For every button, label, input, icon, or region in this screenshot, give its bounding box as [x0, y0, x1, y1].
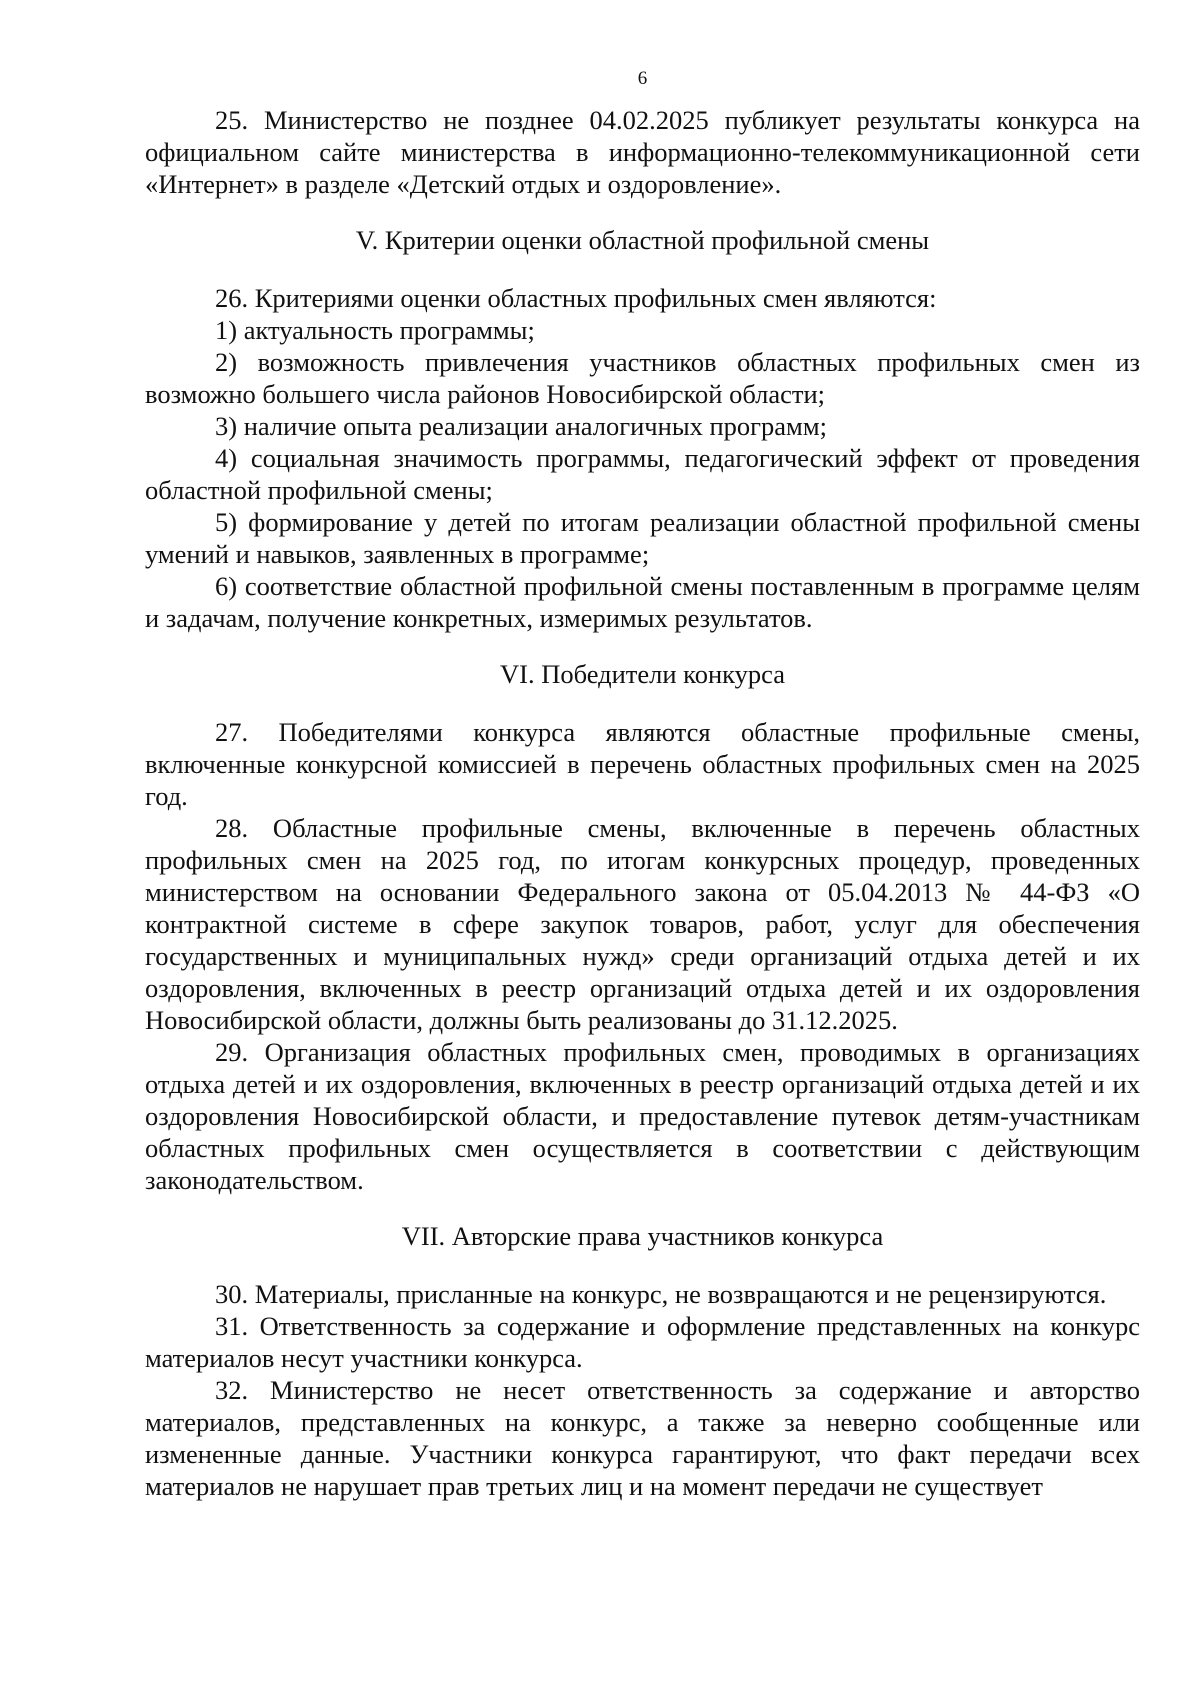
- paragraph-32: 32. Министерство не несет ответственность за содержание и авторство материалов, представленных на конкурс, а также за неверно сообщенные или измененные данные. Участники конкурса гарантируют, что факт передачи всех материалов не нарушает прав третьих лиц и на момент передачи не существует: [145, 1375, 1140, 1501]
- page-number: 6: [637, 68, 648, 89]
- criterion-2: 2) возможность привлечения участников областных профильных смен из возможно большего числа районов Новосибирской области;: [145, 347, 1140, 409]
- paragraph-30: 30. Материалы, присланные на конкурс, не возвращаются и не рецензируются.: [215, 1279, 1107, 1309]
- paragraph-31: 31. Ответственность за содержание и оформление представленных на конкурс материалов несут участники конкурса.: [145, 1311, 1140, 1373]
- criterion-1: 1) актуальность программы;: [215, 315, 535, 345]
- criterion-6: 6) соответствие областной профильной смены поставленным в программе целям и задачам, получение конкретных, измеримых результатов.: [145, 571, 1140, 633]
- paragraph-26: 26. Критериями оценки областных профильных смен являются:: [215, 283, 937, 313]
- section-heading-5: V. Критерии оценки областной профильной смены: [355, 225, 930, 255]
- criterion-3: 3) наличие опыта реализации аналогичных программ;: [215, 411, 827, 441]
- section-heading-7: VII. Авторские права участников конкурса: [401, 1221, 884, 1251]
- criterion-5: 5) формирование у детей по итогам реализации областной профильной смены умений и навыков, заявленных в программе;: [145, 507, 1140, 569]
- paragraph-25: 25. Министерство не позднее 04.02.2025 публикует результаты конкурса на официальном сайте министерства в информационно-телекоммуникационной сети «Интернет» в разделе «Детский отдых и оздоровление».: [145, 105, 1140, 199]
- section-heading-6: VI. Победители конкурса: [500, 659, 785, 689]
- criterion-4: 4) социальная значимость программы, педагогический эффект от проведения областной профильной смены;: [145, 443, 1140, 505]
- paragraph-29: 29. Организация областных профильных смен, проводимых в организациях отдыха детей и их оздоровления, включенных в реестр организаций отдыха детей и их оздоровления Новосибирской области, и предоставление путевок детям-участникам областных профильных смен осуществляется в соответствии с действующим законодательством.: [145, 1037, 1140, 1195]
- document-page: [145, 68, 1140, 1502]
- paragraph-28: 28. Областные профильные смены, включенные в перечень областных профильных смен на 2025 год, по итогам конкурсных процедур, проведенных министерством на основании Федерального закона от 05.04.2013 № 44-ФЗ «О контрактной системе в сфере закупок товаров, работ, услуг для обеспечения государственных и муниципальных нужд» среди организаций отдыха детей и их оздоровления, включенных в реестр организаций отдыха детей и их оздоровления Новосибирской области, должны быть реализованы до 31.12.2025.: [145, 813, 1140, 1035]
- paragraph-27: 27. Победителями конкурса являются областные профильные смены, включенные конкурсной комиссией в перечень областных профильных смен на 2025 год.: [145, 717, 1140, 811]
